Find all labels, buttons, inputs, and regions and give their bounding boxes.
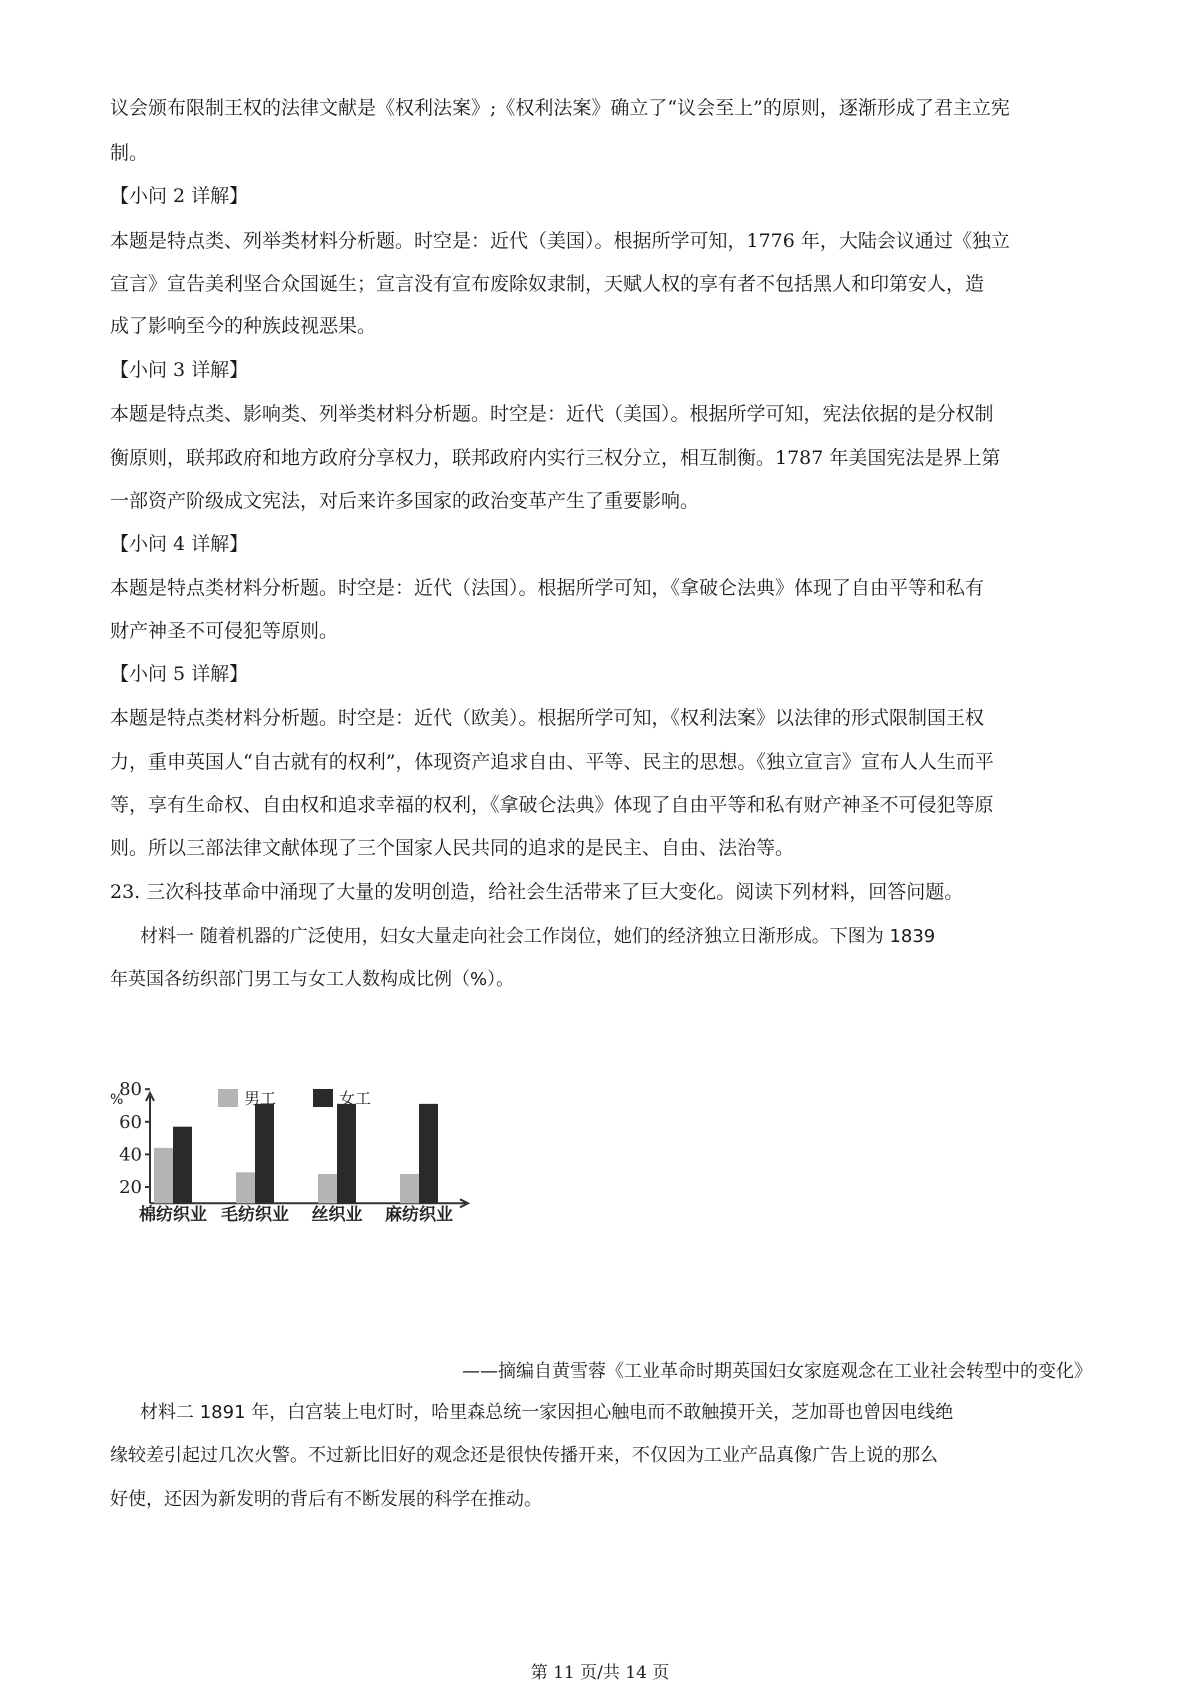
- y-axis-label: %: [110, 1092, 124, 1108]
- bar-female: [337, 1104, 356, 1203]
- bar-female: [255, 1104, 274, 1203]
- text-line: 宣言》宣告美利坚合众国诞生；宣言没有宣布废除奴隶制，天赋人权的享有者不包括黑人和印第安人，造: [110, 273, 985, 295]
- text-line: 力，重申英国人“自古就有的权利”，体现资产追求自由、平等、民主的思想。《独立宣言》宣布人人生而平: [110, 751, 994, 773]
- legend-label: 女工: [339, 1089, 372, 1108]
- material-one-line: 年英国各纺织部门男工与女工人数构成比例（%）。: [110, 969, 515, 990]
- bar-female: [173, 1127, 192, 1204]
- bar-female: [419, 1104, 438, 1203]
- text-line: 本题是特点类材料分析题。时空是：近代（法国）。根据所学可知，《拿破仑法典》体现了自由平等和私有: [110, 577, 985, 599]
- bar-male: [400, 1174, 419, 1203]
- category-label: 麻纺织业: [385, 1205, 453, 1225]
- text-line: 议会颁布限制王权的法律文献是《权利法案》;《权利法案》确立了“议会至上”的原则，逐渐形成了君主立宪: [110, 97, 1010, 119]
- bar-male: [154, 1148, 173, 1203]
- bar-male: [318, 1174, 337, 1203]
- y-tick-label: 80: [119, 1079, 142, 1101]
- material-two-line: 缘较差引起过几次火警。不过新比旧好的观念还是很快传播开来，不仅因为工业产品真像广告上说的那么: [110, 1445, 938, 1466]
- text-line: 成了影响至今的种族歧视恶果。: [110, 315, 377, 337]
- category-label: 棉纺织业: [139, 1205, 207, 1225]
- legend-swatch: [313, 1089, 333, 1107]
- section-heading: 【小问 2 详解】: [110, 185, 249, 207]
- text-line: 则。所以三部法律文献体现了三个国家人民共同的追求的是民主、自由、法治等。: [110, 837, 795, 859]
- section-heading: 【小问 3 详解】: [110, 359, 249, 381]
- page-footer: 第 11 页/共 14 页: [530, 1663, 670, 1683]
- section-heading: 【小问 5 详解】: [110, 663, 249, 685]
- question-stem: 23. 三次科技革命中涌现了大量的发明创造，给社会生活带来了巨大变化。阅读下列材料，回答问题。: [110, 881, 964, 903]
- text-line: 一部资产阶级成文宪法，对后来许多国家的政治变革产生了重要影响。: [110, 490, 700, 512]
- section-heading: 【小问 4 详解】: [110, 533, 249, 555]
- material-one-line: 材料一 随着机器的广泛使用，妇女大量走向社会工作岗位，她们的经济独立日渐形成。下图为 1839: [140, 926, 936, 947]
- text-line: 衡原则，联邦政府和地方政府分享权力，联邦政府内实行三权分立，相互制衡。1787 年美国宪法是界上第: [110, 447, 1001, 469]
- text-line: 制。: [110, 142, 149, 164]
- y-tick-label: 20: [119, 1177, 142, 1198]
- y-tick-label: 60: [119, 1111, 142, 1133]
- material-source: ——摘编自黄雪蓉《工业革命时期英国妇女家庭观念在工业社会转型中的变化》: [462, 1361, 1092, 1382]
- text-line: 财产神圣不可侵犯等原则。: [110, 620, 339, 642]
- category-label: 丝织业: [311, 1205, 363, 1225]
- y-tick-label: 40: [119, 1144, 142, 1166]
- material-two-line: 材料二 1891 年，白宫装上电灯时，哈里森总统一家因担心触电而不敢触摸开关，芝加哥也曾因电线绝: [140, 1402, 954, 1423]
- legend-label: 男工: [244, 1089, 277, 1108]
- material-two-line: 好使，还因为新发明的背后有不断发展的科学在推动。: [110, 1489, 542, 1510]
- category-label: 毛纺织业: [221, 1205, 289, 1225]
- text-line: 等，享有生命权、自由权和追求幸福的权利，《拿破仑法典》体现了自由平等和私有财产神圣不可侵犯等原: [110, 794, 994, 816]
- text-line: 本题是特点类材料分析题。时空是：近代（欧美）。根据所学可知，《权利法案》以法律的形式限制国王权: [110, 707, 985, 729]
- bar-male: [236, 1172, 255, 1203]
- legend-swatch: [218, 1089, 238, 1107]
- textile-bar-chart: [108, 1079, 488, 1242]
- text-line: 本题是特点类、列举类材料分析题。时空是：近代（美国）。根据所学可知，1776 年，大陆会议通过《独立: [110, 230, 1010, 252]
- text-line: 本题是特点类、影响类、列举类材料分析题。时空是：近代（美国）。根据所学可知，宪法依据的是分权制: [110, 403, 994, 425]
